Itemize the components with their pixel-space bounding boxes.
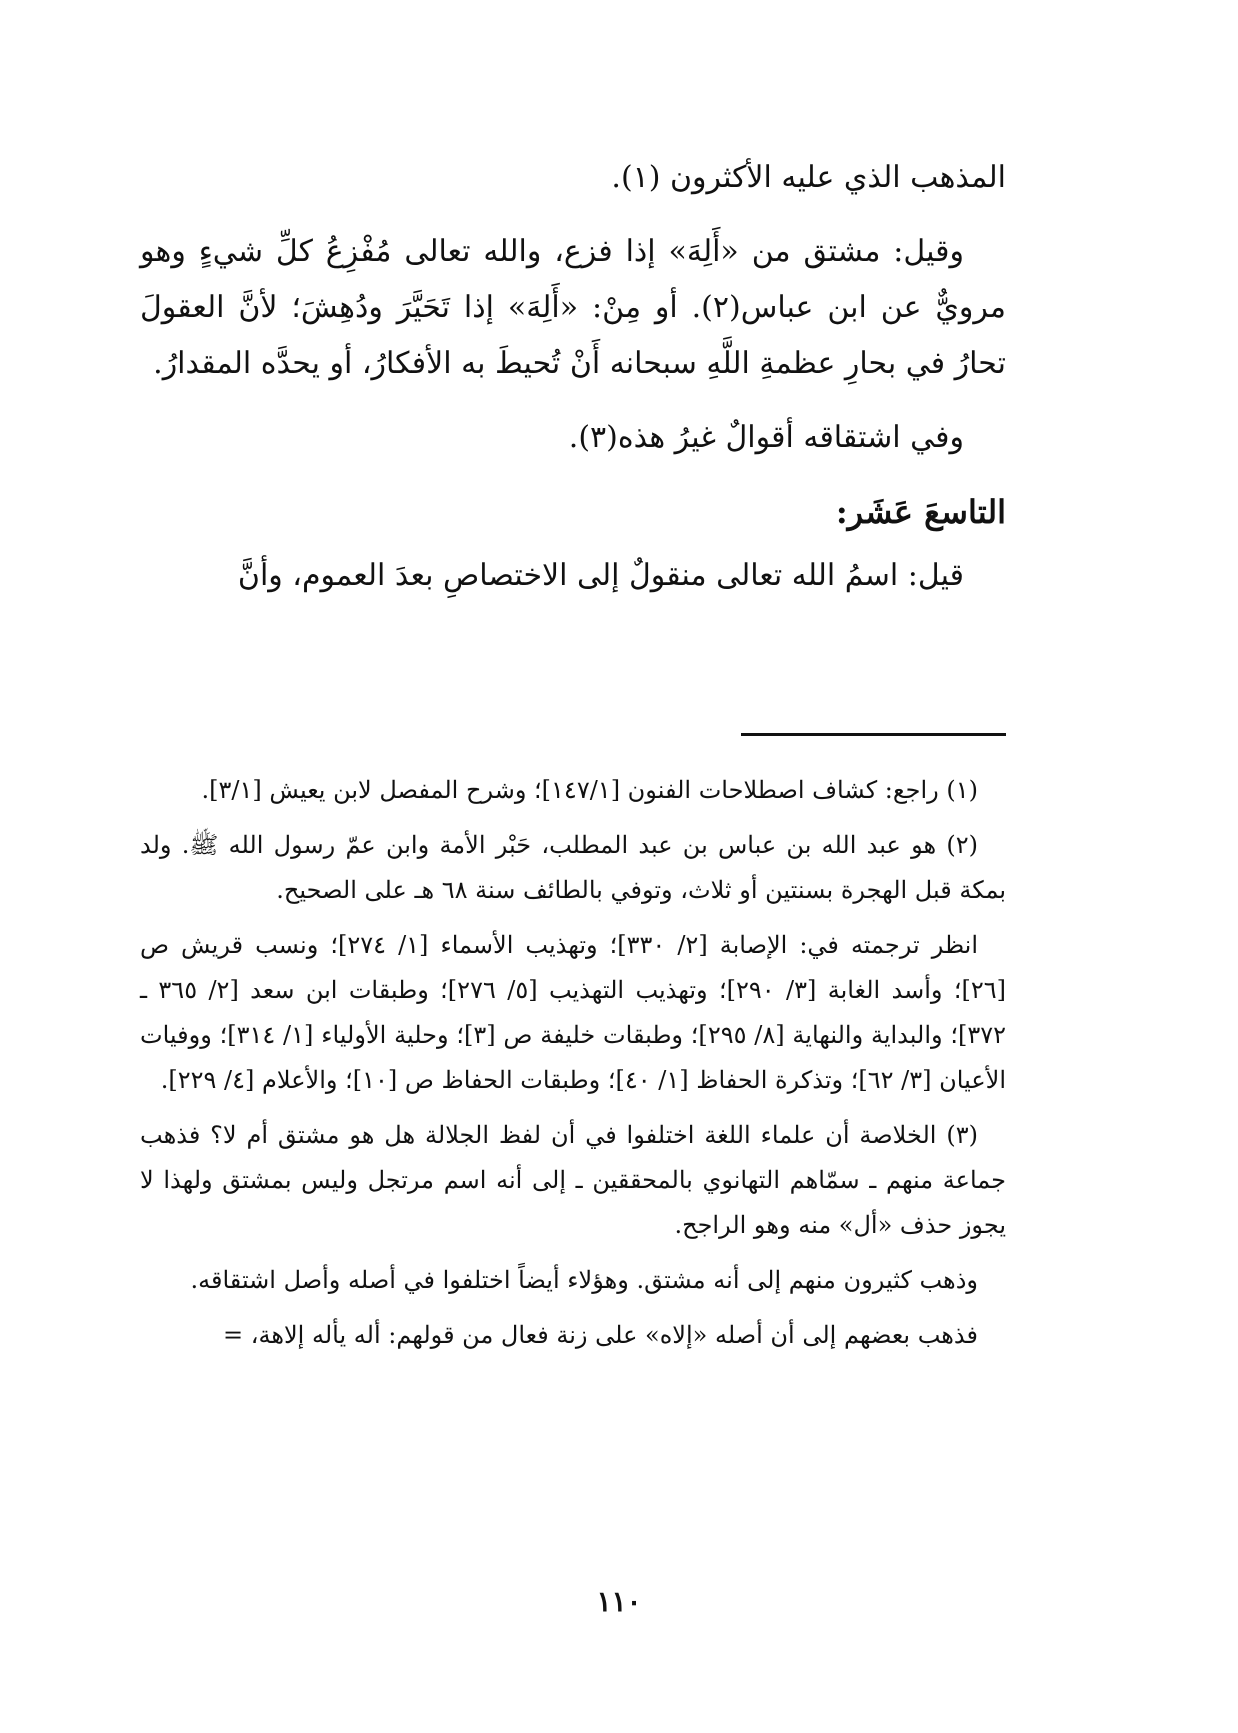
footnote-2-sources: انظر ترجمته في: الإصابة [٢/ ٣٣٠]؛ وتهذيب الأسماء [١/ ٢٧٤]؛ ونسب قريش ص [٢٦]؛ وأسد الغابة [٣/ ٢٩٠]؛ وتهذيب التهذيب [٥/ ٢٧٦]؛ وطبقات ابن سعد [٢/ ٣٦٥ ـ ٣٧٢]؛ والبداية والنهاية [٨/ ٢٩٥]؛ وطبقات خليفة ص [٣]؛ وحلية الأولياء [١/ ٣١٤]؛ ووفيات الأعيان [٣/ ٦٢]؛ وتذكرة الحفاظ [١/ ٤٠]؛ وطبقات الحفاظ ص [١٠]؛ والأعلام [٤/ ٢٢٩].	[140, 931, 1007, 1094]
footnotes	[140, 768, 1006, 1368]
footnote-3: (٣) الخلاصة أن علماء اللغة اختلفوا في أن لفظ الجلالة هل هو مشتق أم لا؟ فذهب جماعة منهم ـ سمّاهم التهانوي بالمحققين ـ إلى أنه اسم مرتجل وليس بمشتق ولهذا لا يجوز حذف «أل» منه وهو الراجح.	[140, 1121, 1006, 1239]
paragraph-4: قيل: اسمُ الله تعالى منقولٌ إلى الاختصاصِ بعدَ العموم، وأنَّ	[237, 558, 964, 593]
page-number: ١١٠	[596, 1585, 642, 1618]
footnote-2: (٢) هو عبد الله بن عباس بن عبد المطلب، حَبْر الأمة وابن عمّ رسول الله ﷺ. ولد بمكة قبل الهجرة بسنتين أو ثلاث، وتوفي بالطائف سنة ٦٨ هـ على الصحيح.	[140, 831, 1006, 904]
footnote-1: (١) راجع: كشاف اصطلاحات الفنون [١٤٧/١]؛ وشرح المفصل لابن يعيش [٣/١].	[201, 776, 978, 804]
footnote-3-continued: وذهب كثيرون منهم إلى أنه مشتق. وهؤلاء أيضاً اختلفوا في أصله وأصل اشتقاقه.	[190, 1266, 978, 1294]
section-heading: التاسعَ عَشَر:	[835, 493, 1006, 531]
paragraph-1: المذهب الذي عليه الأكثرون (١).	[611, 160, 1006, 195]
main-text	[140, 150, 1006, 622]
paragraph-3: وفي اشتقاقه أقوالٌ غيرُ هذه(٣).	[568, 420, 964, 455]
footnote-separator	[741, 733, 1006, 736]
paragraph-2: وقيل: مشتق من «أَلِهَ» إذا فزع، والله تعالى مُفْزِعُ كلِّ شيءٍ وهو مرويٌّ عن ابن عباس(٢). أو مِنْ: «أَلِهَ» إذا تَحَيَّرَ ودُهِشَ؛ لأنَّ العقولَ تحارُ في بحارِ عظمةِ اللَّهِ سبحانه أَنْ تُحيطَ به الأفكارُ، أو يحدَّه المقدارُ.	[140, 234, 1006, 381]
footnote-3-continued-2: فذهب بعضهم إلى أن أصله «إلاه» على زنة فعال من قولهم: أله يأله إلاهة، =	[222, 1321, 978, 1349]
